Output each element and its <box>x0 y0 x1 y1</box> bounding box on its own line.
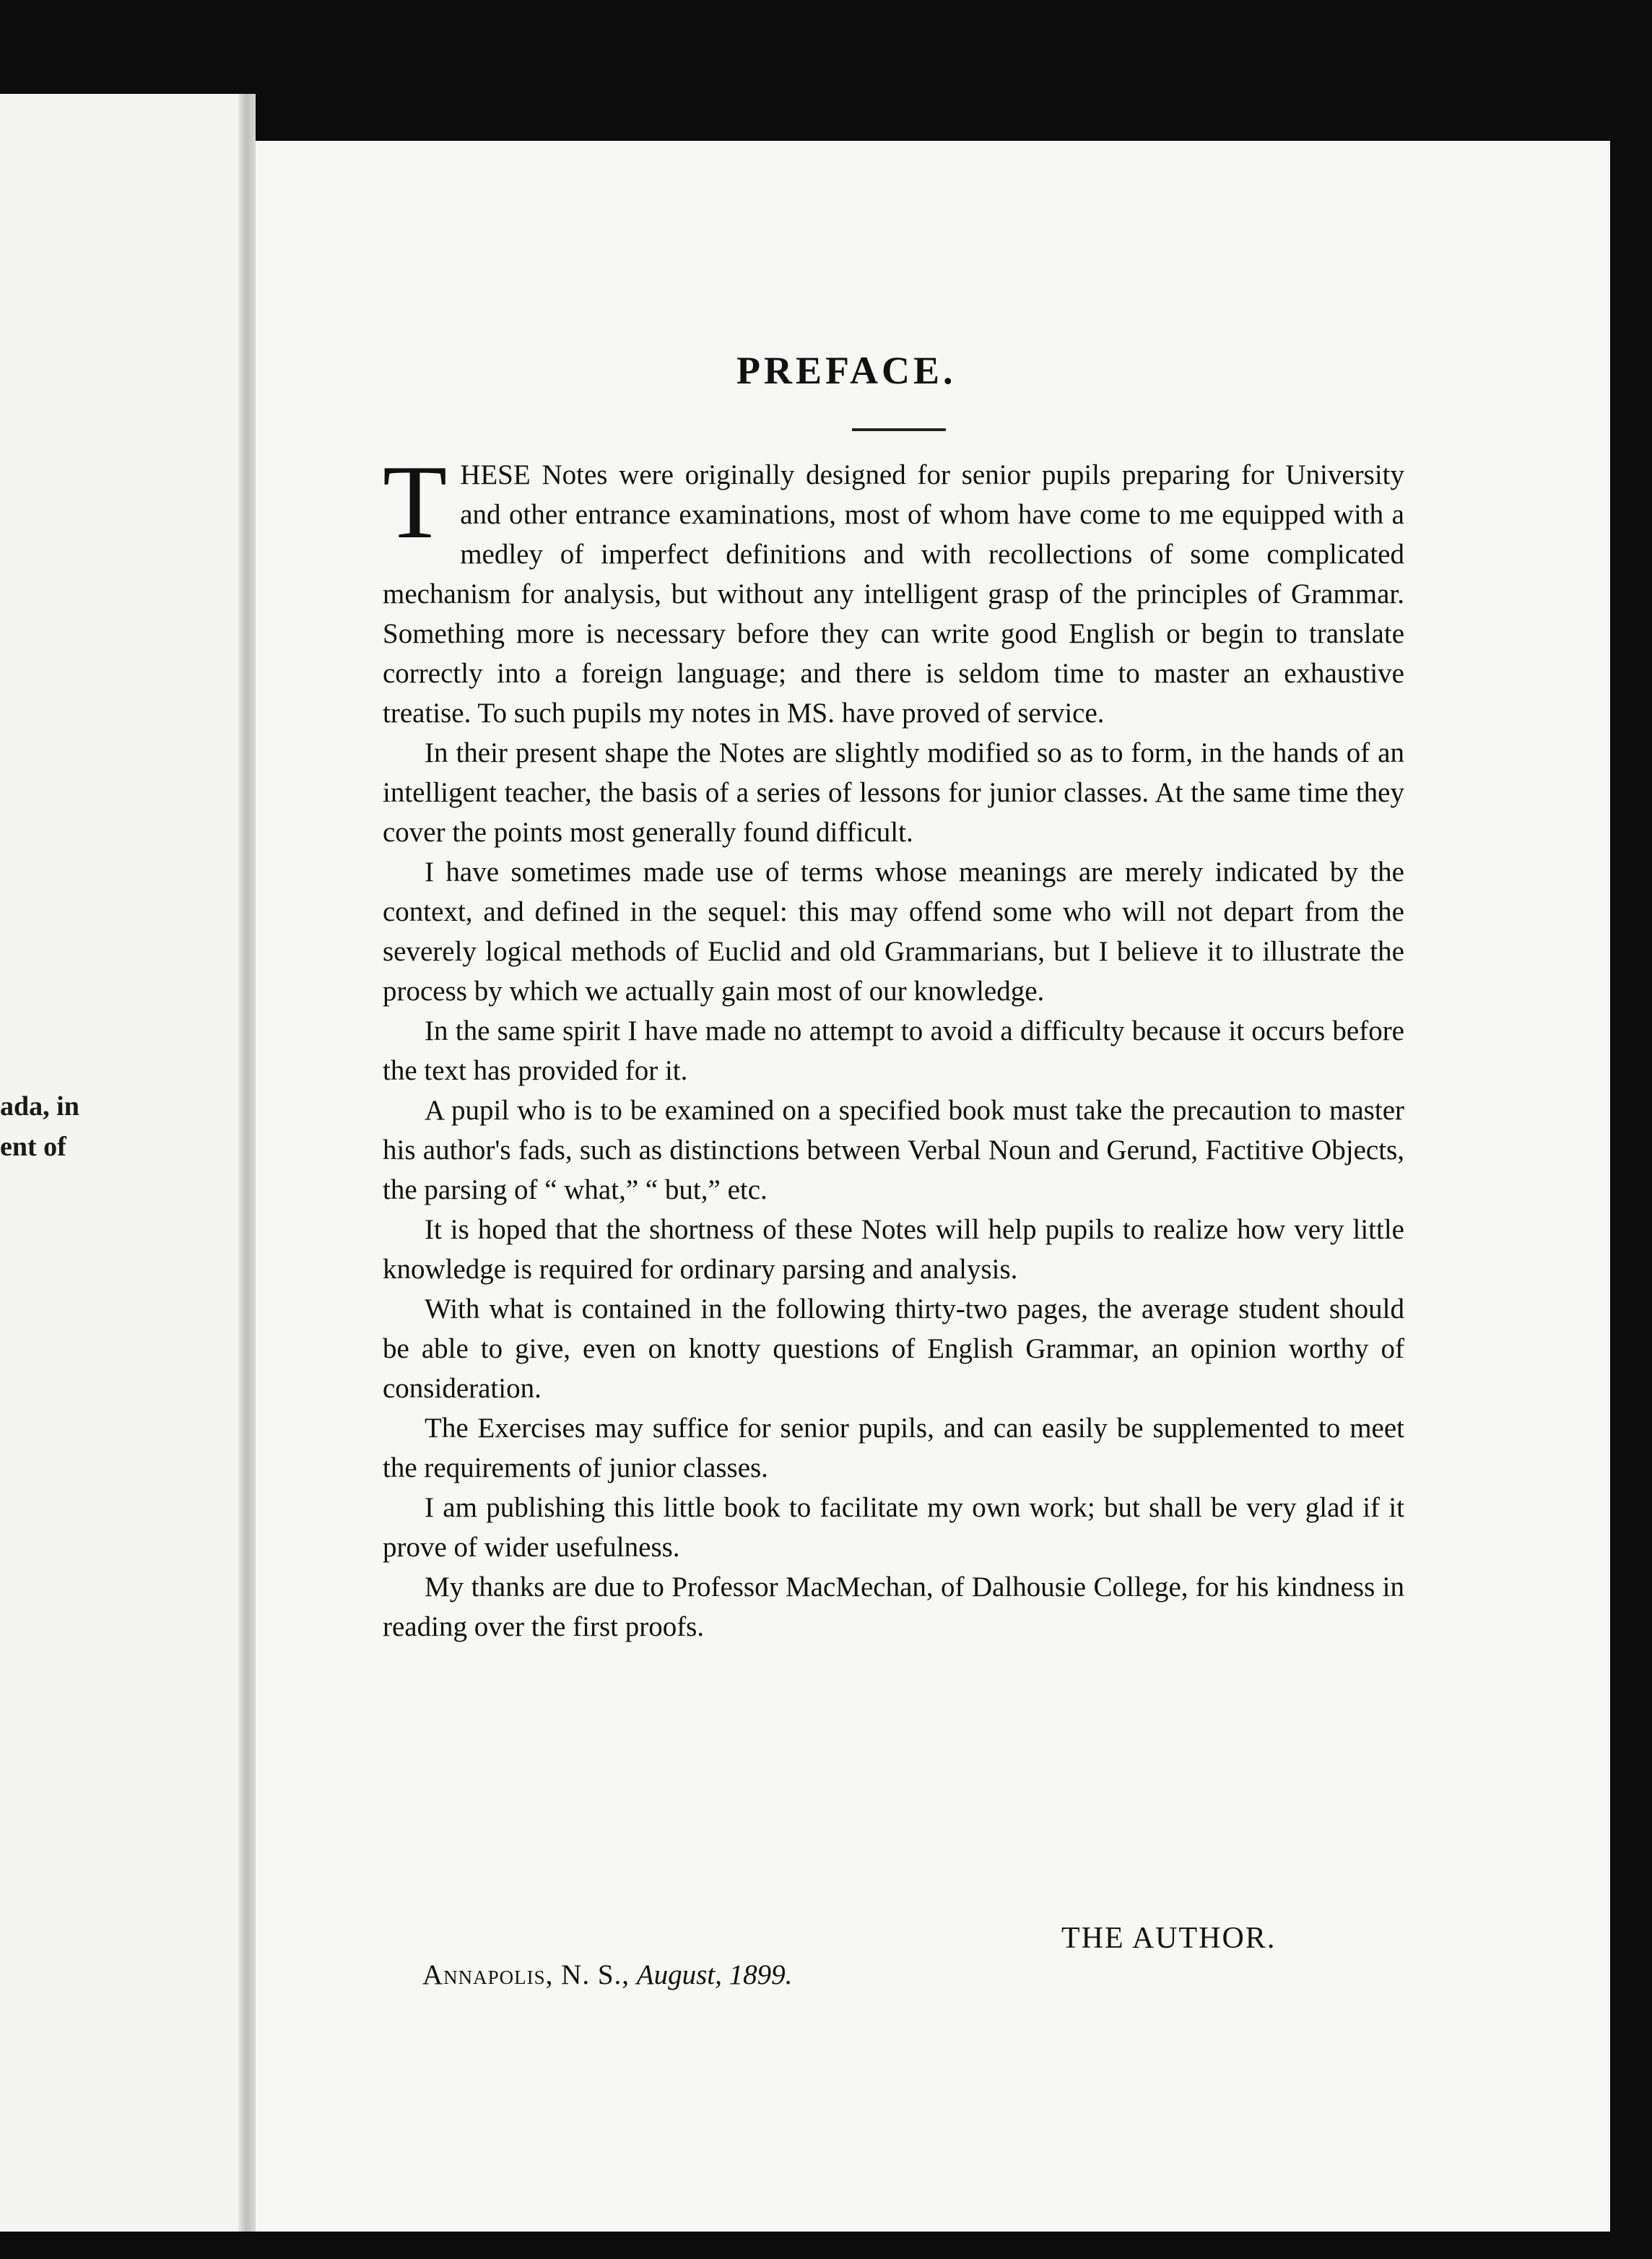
book-gutter <box>238 94 256 2232</box>
paragraph-3: I have sometimes made use of terms whose meanings are merely indicated by the context, and defined in the sequel: this may offend some who will not depart from the severely logical methods of Euclid and old Grammarians, but I believe it to illustrate the process by which we actually gain most of our knowledge. <box>383 857 1404 1007</box>
preface-body <box>383 443 1404 1647</box>
author-signature: THE AUTHOR. <box>1061 1922 1277 1955</box>
paragraph-8: The Exercises may suffice for senior pupils, and can easily be supplemented to meet the requirements of junior classes. <box>383 1413 1404 1483</box>
left-page-text-line-2: ent of <box>0 1132 66 1162</box>
paragraph-6: It is hoped that the shortness of these Notes will help pupils to realize how very little knowledge is required for ordinary parsing and analysis. <box>383 1214 1404 1285</box>
title-rule <box>852 428 946 431</box>
dateline-year: 1899. <box>729 1959 793 1990</box>
dateline-place: Annapolis, N. S., <box>422 1959 630 1990</box>
dateline <box>422 1959 792 1991</box>
dateline-month: August, <box>636 1959 722 1990</box>
paragraph-9: I am publishing this little book to facilitate my own work; but shall be very glad if it prove of wider usefulness. <box>383 1492 1404 1563</box>
paragraph-10: My thanks are due to Professor MacMechan, of Dalhousie College, for his kindness in reading over the first proofs. <box>383 1571 1404 1642</box>
page-title: PREFACE. <box>736 349 957 392</box>
paragraph-2: In their present shape the Notes are slightly modified so as to form, in the hands of an intelligent teacher, the basis of a series of lessons for junior classes. At the same time they cover the points most generally found difficult. <box>383 737 1404 848</box>
paragraph-4: In the same spirit I have made no attempt to avoid a difficulty because it occurs before the text has provided for it. <box>383 1015 1404 1086</box>
paragraph-1 <box>383 443 1404 733</box>
drop-cap: T <box>383 443 448 560</box>
paragraph-5: A pupil who is to be examined on a specified book must take the precaution to master his author's fads, such as distinctions between Verbal Noun and Gerund, Factitive Objects, the parsing of “ what,” “ but,” etc. <box>383 1095 1404 1205</box>
left-page-fragment <box>0 94 253 2232</box>
left-page-text-line-1: ada, in <box>0 1091 79 1122</box>
paragraph-7: With what is contained in the following thirty-two pages, the average student should be able to give, even on knotty questions of English Grammar, an opinion worthy of consideration. <box>383 1293 1404 1404</box>
paragraph-1-text: HESE Notes were originally designed for senior pupils preparing for University and other entrance examinations, most of whom have come to me equipped with a medley of imperfect definitions and with recollections of some complicated mechanism for analysis, but without any intelligent grasp of the principles of Grammar. Something more is necessary before they can write good English or begin to translate correctly into a foreign language; and there is seldom time to master an exhaustive treatise. To such pupils my notes in MS. have proved of service. <box>383 459 1404 729</box>
